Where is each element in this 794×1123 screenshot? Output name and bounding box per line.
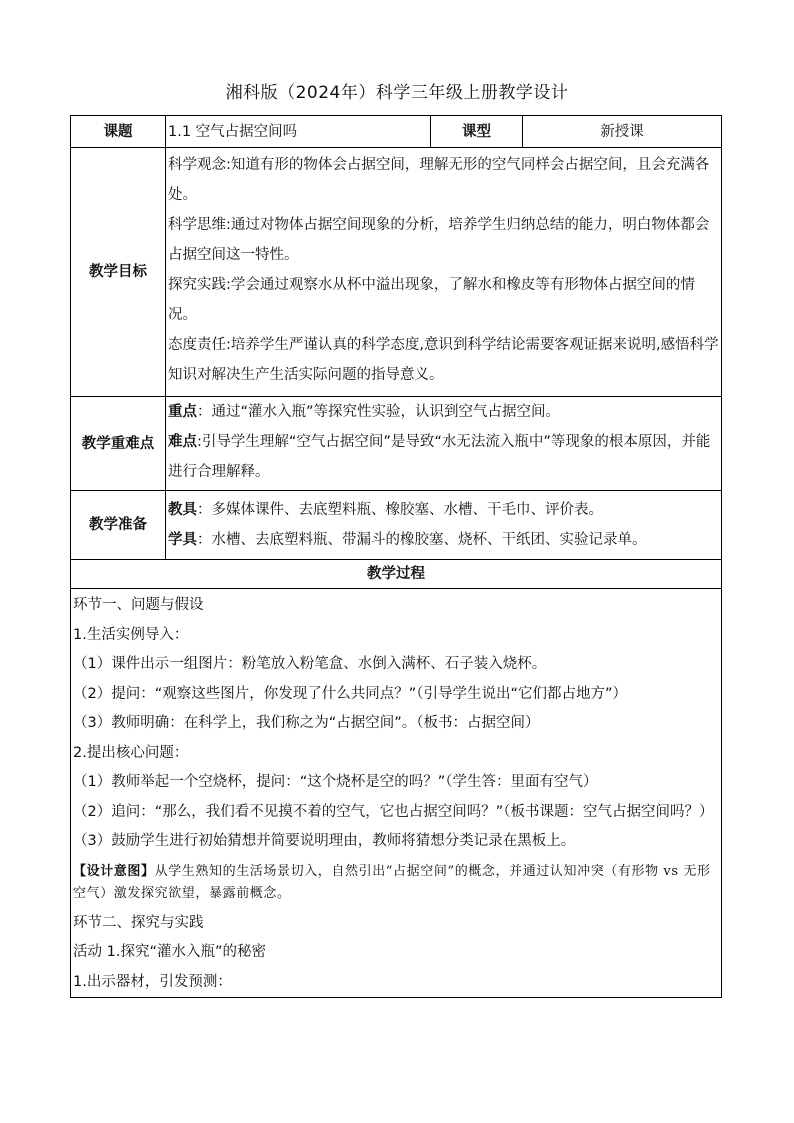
process-line: （3）鼓励学生进行初始猜想并简要说明理由，教师将猜想分类记录在黑板上。 xyxy=(73,833,576,849)
difficulty-tag: 难点 xyxy=(168,434,197,450)
objective-item: 探究实践:学会通过观察水从杯中溢出现象，了解水和橡皮等有形物体占据空间的情况。 xyxy=(168,277,695,323)
design-intent-tag: 【设计意图】 xyxy=(73,863,155,879)
objectives-row xyxy=(71,148,722,397)
key-points-content xyxy=(166,397,722,491)
key-text: ：通过“灌水入瓶”等探究性实验，认识到空气占据空间。 xyxy=(197,404,561,420)
type-value: 新授课 xyxy=(523,116,722,148)
objectives-label: 教学目标 xyxy=(71,148,166,397)
process-line: （2）追问：“那么，我们看不见摸不着的空气，它也占据空间吗？”（板书课题：空气占据空间吗？） xyxy=(73,803,714,820)
teacher-tag: 教具 xyxy=(168,502,197,518)
process-line: 环节二、探究与实践 xyxy=(73,914,204,931)
process-line: 1.生活实例导入： xyxy=(73,626,189,643)
type-label: 课型 xyxy=(431,116,523,148)
objectives-content xyxy=(166,148,722,397)
design-intent-text: 从学生熟知的生活场景切入，自然引出“占据空间”的概念，并通过认知冲突（有形物 vs 无形空气）激发探究欲望，暴露前概念。 xyxy=(73,863,711,901)
process-line: 1.出示器材，引发预测： xyxy=(73,973,232,990)
difficulty-point xyxy=(168,427,719,487)
process-line: 环节一、问题与假设 xyxy=(73,597,204,613)
preparation-label: 教学准备 xyxy=(71,491,166,560)
process-title: 教学过程 xyxy=(71,560,722,589)
topic-label: 课题 xyxy=(71,116,166,148)
teacher-materials xyxy=(168,495,719,525)
process-line: （1）教师举起一个空烧杯，提问：“这个烧杯是空的吗？”（学生答：里面有空气） xyxy=(73,774,598,790)
design-intent xyxy=(73,857,719,909)
process-line: （2）提问：“观察这些图片，你发现了什么共同点？”（引导学生说出“它们都占地方”） xyxy=(73,685,628,702)
difficulty-text: :引导学生理解“空气占据空间”是导致“水无法流入瓶中”等现象的根本原因，并能进行合理解释。 xyxy=(168,434,711,480)
process-line: 活动 1.探究“灌水入瓶”的秘密 xyxy=(73,944,266,960)
process-title-row xyxy=(71,560,722,589)
process-line: 2.提出核心问题： xyxy=(73,744,189,761)
header-row xyxy=(71,116,722,148)
objective-item: 科学思维:通过对物体占据空间现象的分析，培养学生归纳总结的能力，明白物体都会占据空间这一特性。 xyxy=(168,217,710,263)
student-text: ：水槽、去底塑料瓶、带漏斗的橡胶塞、烧杯、干纸团、实验记录单。 xyxy=(197,532,647,548)
process-line: （1）课件出示一组图片：粉笔放入粉笔盒、水倒入满杯、石子装入烧杯。 xyxy=(73,656,547,672)
key-point xyxy=(168,397,719,427)
topic-value: 1.1 空气占据空间吗 xyxy=(166,116,431,148)
preparation-row xyxy=(71,491,722,560)
process-row xyxy=(71,589,722,998)
teacher-text: ：多媒体课件、去底塑料瓶、橡胶塞、水槽、干毛巾、评价表。 xyxy=(197,502,603,518)
lesson-plan-table xyxy=(70,115,722,998)
key-points-label: 教学重难点 xyxy=(71,397,166,491)
process-line: （3）教师明确：在科学上，我们称之为“占据空间”。（板书：占据空间） xyxy=(73,715,540,731)
key-points-row xyxy=(71,397,722,491)
document-title: 湘科版（2024年）科学三年级上册教学设计 xyxy=(225,83,569,103)
preparation-content xyxy=(166,491,722,560)
student-tag: 学具 xyxy=(168,532,197,548)
process-content xyxy=(71,589,722,998)
student-materials xyxy=(168,525,719,555)
key-tag: 重点 xyxy=(168,404,197,420)
objective-item: 态度责任:培养学生严谨认真的科学态度,意识到科学结论需要客观证据来说明,感悟科学知识对解决生产生活实际问题的指导意义。 xyxy=(168,337,719,383)
objective-item: 科学观念:知道有形的物体会占据空间，理解无形的空气同样会占据空间，且会充满各处。 xyxy=(168,157,710,203)
